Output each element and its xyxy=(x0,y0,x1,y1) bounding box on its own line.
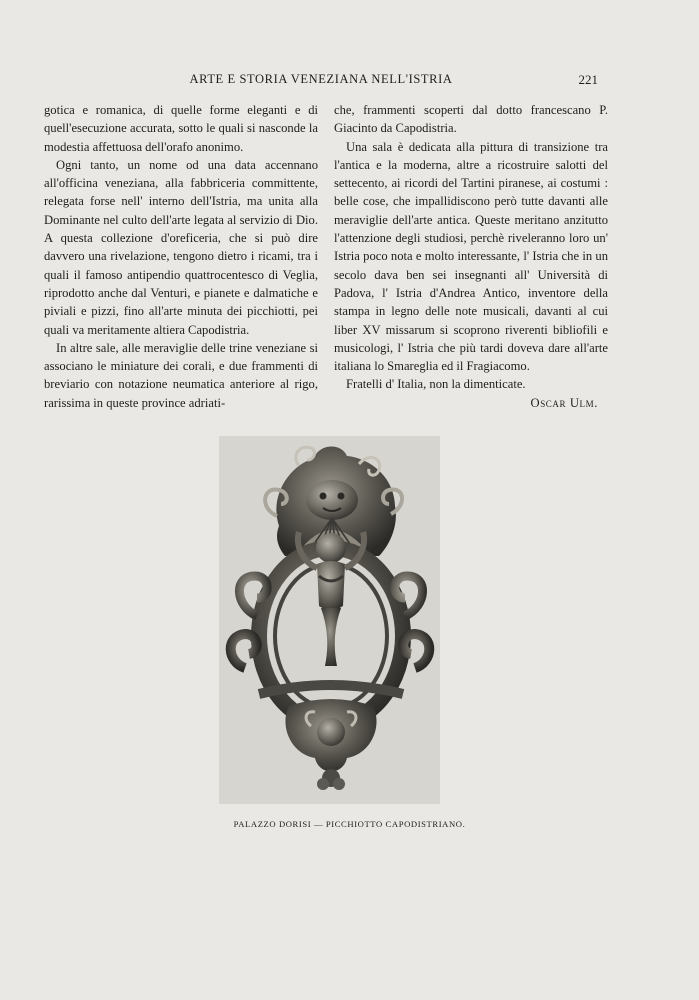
right-column xyxy=(334,101,608,412)
paragraph: che, frammenti scoperti dal dotto francescano P. Giacinto da Capodistria. xyxy=(334,103,608,136)
paragraph: Una sala è dedicata alla pittura di transizione tra l'antica e la moderna, altre a ricostruire salotti del settecento, ai ricordi del Tartini piranese, ai costumi : belle cose, che impallidiscono però tutte davanti alle meraviglie dell'arte antica. Queste meritano anzitutto l'attenzione degli studiosi, perchè riveleranno loro un' Istria poco nota e molto interessante, l' Istria che in un secolo dava ben sei insegnanti all' Università di Padova, l' Istria d'Andrea Antico, inventore della stampa in legno delle note musicali, davanti al cui liber XV missarum si scoprono riverenti bibliofili e musicologi, l' Istria che più tardi doveva dare all'arte italiana lo Smareglia ed il Fragiacomo. xyxy=(334,139,608,374)
paragraph: Fratelli d' Italia, non la dimenticate. xyxy=(346,377,526,392)
paragraph: gotica e romanica, di quelle forme eleganti e di quell'esecuzione accurata, sotto le quali si nasconde la modestia affettuosa dell'orafo anonimo. xyxy=(44,103,318,154)
paragraph: In altre sale, alle meraviglie delle trine veneziane si associano le miniature dei corali, e due frammenti di breviario con notazione neumatica anteriore al rigo, rarissima in queste province adriati- xyxy=(44,340,318,410)
door-knocker-icon xyxy=(219,436,440,804)
running-title: ARTE E STORIA VENEZIANA NELL'ISTRIA xyxy=(189,72,453,86)
page-number: 221 xyxy=(578,72,598,87)
paragraph: Ogni tanto, un nome od una data accennano all'officina veneziana, alla fabbriceria committente, relegata forse nell' interno dell'Istria, ma unita alla Dominante nel culto dell'arte legata al servizio di Dio. A questa collezione d'oreficeria, che si può dire davvero una rivelazione, tengono dietro i ricami, tra i quali il famoso antipendio quattrocentesco di Veglia, riprodotto anche dal Venturi, e pianete e dalmatiche e piviali e pizzi, fino all'arte minuta dei picchiotti, pei quali va meritamente altiera Capodistria. xyxy=(44,157,318,337)
author-signature: Oscar Ulm. xyxy=(530,395,598,410)
left-column xyxy=(44,101,318,412)
page-header xyxy=(44,72,598,88)
figure-caption: PALAZZO DORISI — PICCHIOTTO CAPODISTRIANO. xyxy=(233,819,466,829)
door-knocker-photo xyxy=(219,436,440,804)
